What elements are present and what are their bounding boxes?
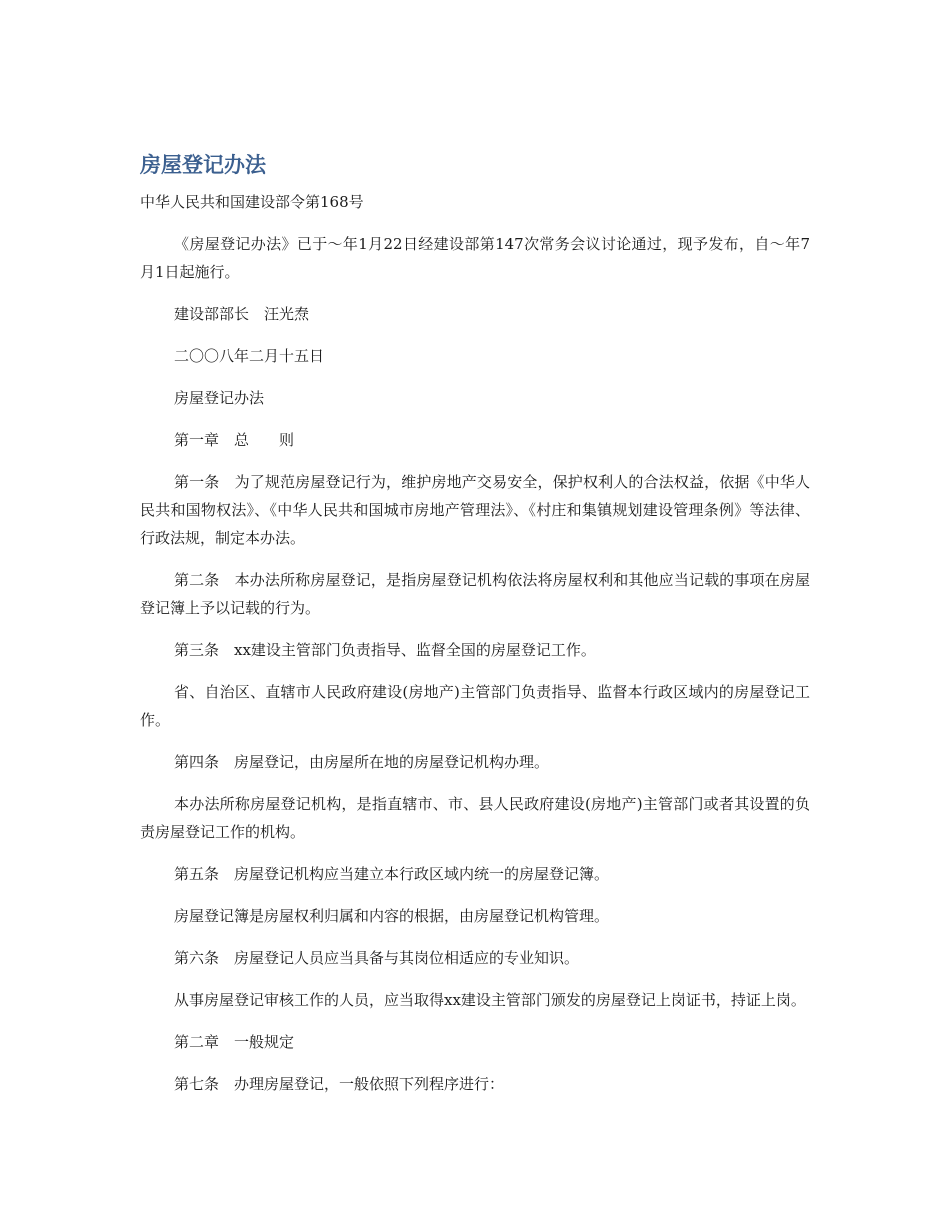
chapter-2-heading: 第二章 一般规定	[174, 1033, 295, 1051]
article-6-clause-2: 从事房屋登记审核工作的人员，应当取得xx建设主管部门颁发的房屋登记上岗证书，持证上岗。	[174, 991, 806, 1009]
chapter-1-heading: 第一章 总 则	[174, 431, 295, 449]
article-3: 第三条 xx建设主管部门负责指导、监督全国的房屋登记工作。	[174, 641, 596, 659]
article-1: 第一条 为了规范房屋登记行为，维护房地产交易安全，保护权利人的合法权益，依据《中华人民共和国物权法》、《中华人民共和国城市房地产管理法》、《村庄和集镇规划建设管理条例》等法律、行政法规，制定本办法。	[140, 473, 810, 547]
article-5-clause-2: 房屋登记簿是房屋权利归属和内容的根据，由房屋登记机构管理。	[174, 907, 610, 925]
document-page	[140, 150, 810, 1112]
paragraph-law-title: 房屋登记办法	[174, 389, 265, 407]
paragraph-date: 二〇〇八年二月十五日	[174, 347, 325, 365]
article-6: 第六条 房屋登记人员应当具备与其岗位相适应的专业知识。	[174, 949, 580, 967]
article-3-clause-2: 省、自治区、直辖市人民政府建设(房地产)主管部门负责指导、监督本行政区域内的房屋登记工作。	[140, 683, 810, 729]
article-5: 第五条 房屋登记机构应当建立本行政区域内统一的房屋登记簿。	[174, 865, 610, 883]
paragraph-signatory: 建设部部长 汪光焘	[174, 305, 310, 323]
decree-number: 中华人民共和国建设部令第168号	[140, 193, 364, 211]
paragraph-adoption-notice: 《房屋登记办法》已于～年1月22日经建设部第147次常务会议讨论通过，现予发布，自～年7月1日起施行。	[140, 235, 810, 281]
article-2: 第二条 本办法所称房屋登记，是指房屋登记机构依法将房屋权利和其他应当记载的事项在房屋登记簿上予以记载的行为。	[140, 571, 810, 617]
article-4-clause-2: 本办法所称房屋登记机构，是指直辖市、市、县人民政府建设(房地产)主管部门或者其设置的负责房屋登记工作的机构。	[140, 795, 810, 841]
document-title: 房屋登记办法	[140, 153, 266, 177]
article-4: 第四条 房屋登记，由房屋所在地的房屋登记机构办理。	[174, 753, 550, 771]
article-7: 第七条 办理房屋登记，一般依照下列程序进行：	[174, 1075, 505, 1093]
